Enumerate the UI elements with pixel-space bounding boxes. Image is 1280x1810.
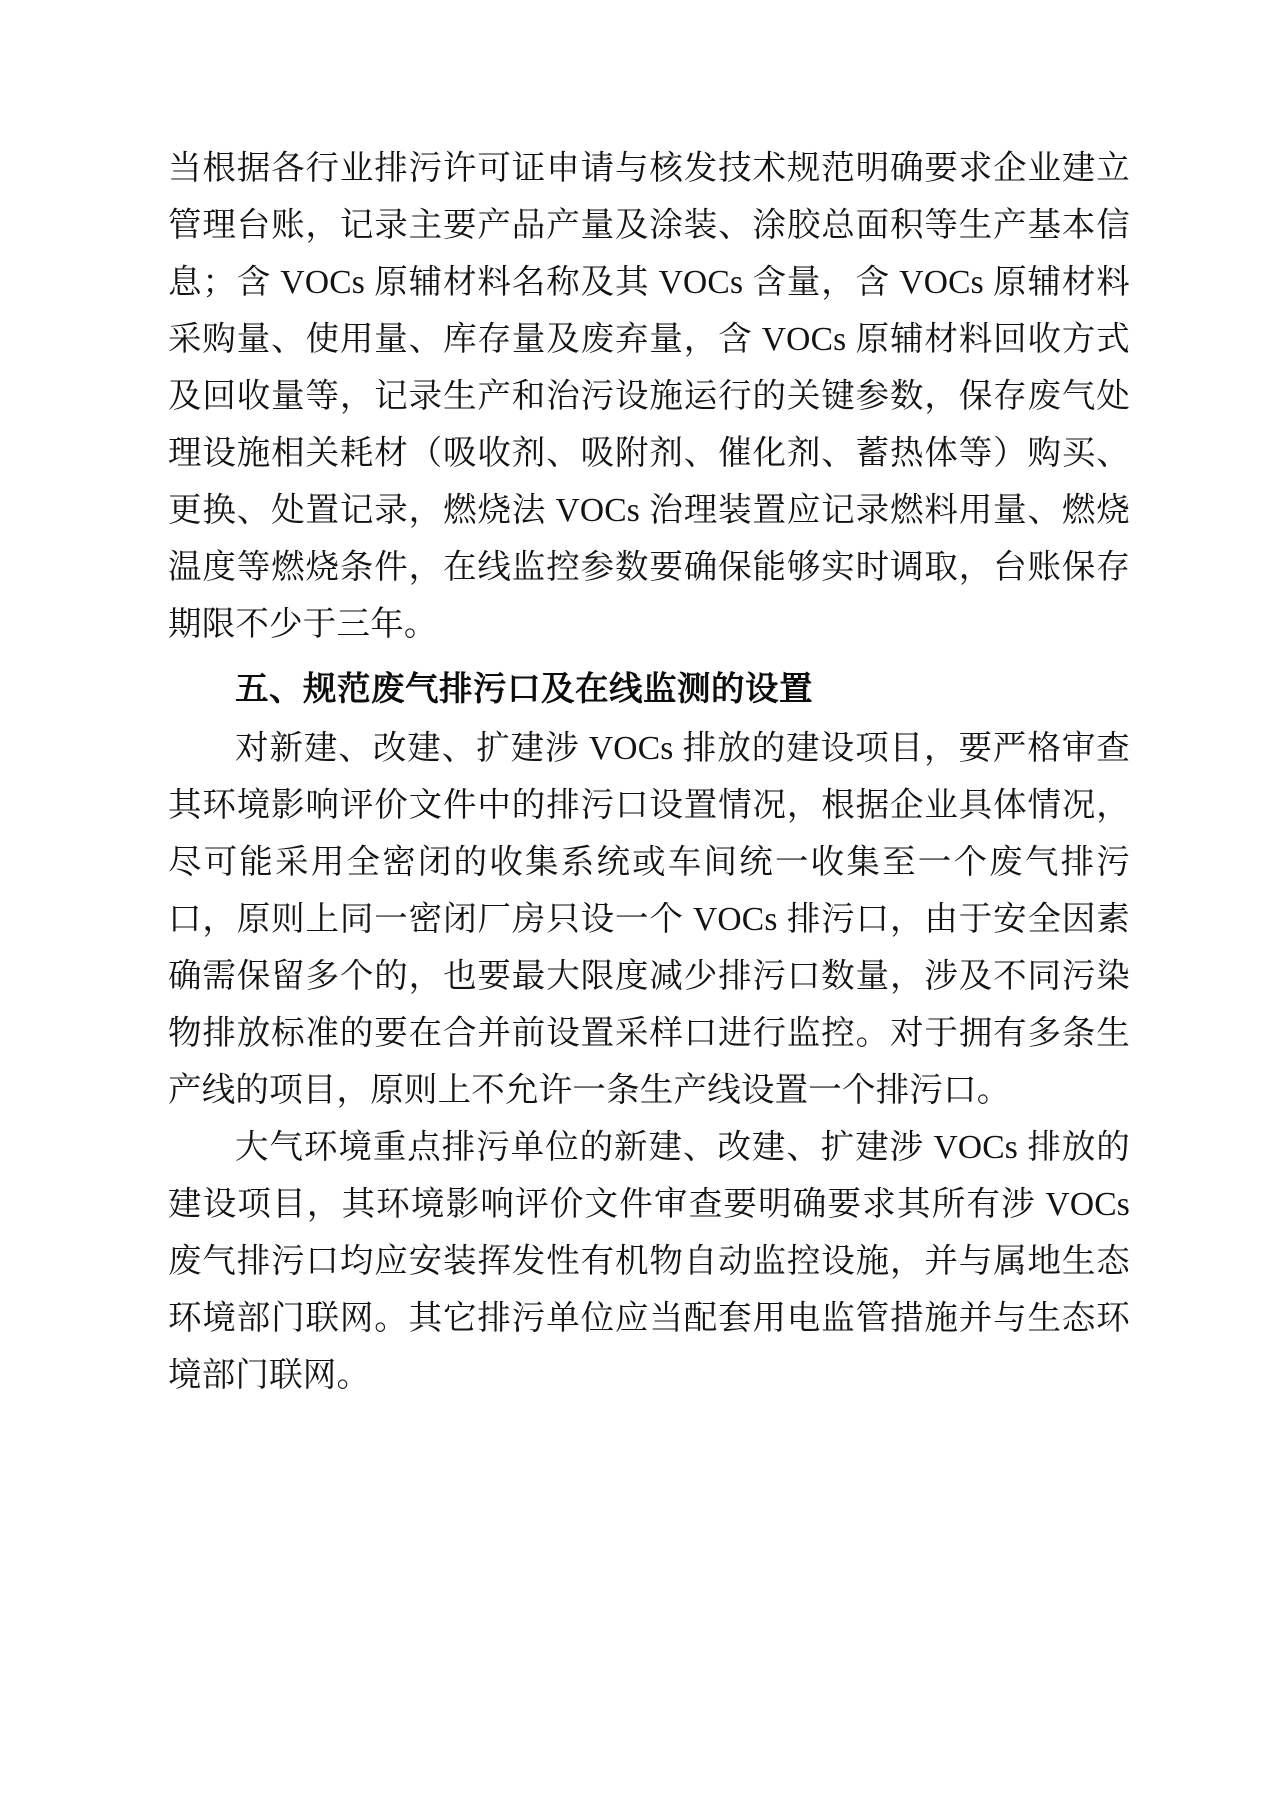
- paragraph-outlet-setup: 对新建、改建、扩建涉 VOCs 排放的建设项目，要严格审查其环境影响评价文件中的排污口设置情况，根据企业具体情况，尽可能采用全密闭的收集系统或车间统一收集至一个废气排污口，原则上同一密闭厂房只设一个 VOCs 排污口，由于安全因素确需保留多个的，也要最大限度减少排污口数量，涉及不同污染物排放标准的要在合并前设置采样口进行监控。对于拥有多条生产线的项目，原则上不允许一条生产线设置一个排污口。: [168, 730, 1130, 1109]
- section-heading-five: 五、规范废气排污口及在线监测的设置: [235, 671, 813, 708]
- document-body: [168, 140, 1130, 1404]
- paragraph-key-units-monitoring: 大气环境重点排污单位的新建、改建、扩建涉 VOCs 排放的建设项目，其环境影响评价文件审查要明确要求其所有涉 VOCs 废气排污口均应安装挥发性有机物自动监控设施，并与属地生态环境部门联网。其它排污单位应当配套用电监管措施并与生态环境部门联网。: [168, 1129, 1130, 1394]
- paragraph-management-ledger: 当根据各行业排污许可证申请与核发技术规范明确要求企业建立管理台账，记录主要产品产量及涂装、涂胶总面积等生产基本信息；含 VOCs 原辅材料名称及其 VOCs 含量，含 VOCs 原辅材料采购量、使用量、库存量及废弃量，含 VOCs 原辅材料回收方式及回收量等，记录生产和治污设施运行的关键参数，保存废气处理设施相关耗材（吸收剂、吸附剂、催化剂、蓄热体等）购买、更换、处置记录，燃烧法 VOCs 治理装置应记录燃料用量、燃烧温度等燃烧条件，在线监控参数要确保能够实时调取，台账保存期限不少于三年。: [168, 150, 1130, 643]
